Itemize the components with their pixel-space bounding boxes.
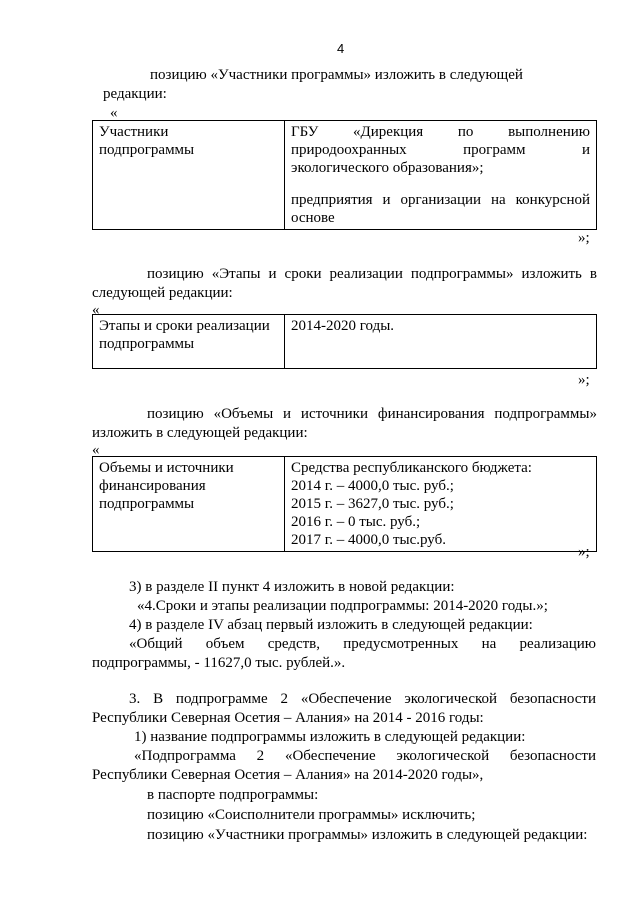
paragraph: позицию «Участники программы» изложить в следующей редакции:	[147, 827, 588, 843]
cell-line: 2017 г. – 4000,0 тыс.руб.	[291, 532, 446, 548]
paragraph: «4.Сроки и этапы реализации подпрограммы: 2014-2020 годы.»;	[137, 598, 548, 614]
participants-table	[92, 120, 597, 230]
cell-line: подпрограммы	[99, 142, 195, 158]
block1-open-quote: «	[110, 105, 118, 121]
cell-line: Участники	[99, 124, 169, 140]
block1-close-quote: »;	[578, 230, 590, 246]
paragraph: 4) в разделе IV абзац первый изложить в следующей редакции:	[129, 617, 533, 633]
paragraph: Республики Северная Осетия – Алания» на 2014-2020 годы»,	[92, 767, 484, 783]
block3-open-quote: «	[92, 442, 100, 458]
cell-line: подпрограммы	[99, 336, 195, 352]
block2-close-quote: »;	[578, 372, 590, 388]
paragraph: «Подпрограмма 2 «Обеспечение экологической безопасности	[134, 748, 596, 764]
stages-table	[92, 314, 597, 369]
block1-intro-line1: позицию «Участники программы» изложить в следующей	[150, 67, 523, 83]
cell-line: Средства республиканского бюджета:	[291, 460, 532, 476]
paragraph: подпрограммы, - 11627,0 тыс. рублей.».	[92, 655, 346, 671]
block3-intro-line1: позицию «Объемы и источники финансирования подпрограммы»	[147, 406, 597, 422]
cell-line: экологического образования»;	[291, 160, 484, 176]
block3-close-quote: »;	[578, 544, 590, 560]
block2-intro-line1: позицию «Этапы и сроки реализации подпрограммы» изложить в	[147, 266, 597, 282]
cell-line: финансирования	[99, 478, 206, 494]
block2-intro-line2: следующей редакции:	[92, 285, 233, 301]
cell-line: 2014 г. – 4000,0 тыс. руб.;	[291, 478, 454, 494]
cell-line: Объемы и источники	[99, 460, 234, 476]
stages-value-cell	[285, 315, 597, 369]
stages-label-cell	[93, 315, 285, 369]
paragraph: в паспорте подпрограммы:	[147, 787, 319, 803]
block3-intro-line2: изложить в следующей редакции:	[92, 425, 308, 441]
participants-value-cell	[285, 121, 597, 230]
cell-line: природоохранных программ и	[291, 142, 590, 158]
paragraph: 1) название подпрограммы изложить в следующей редакции:	[134, 729, 526, 745]
page-number: 4	[337, 41, 345, 56]
cell-line: основе	[291, 210, 335, 226]
paragraph: «Общий объем средств, предусмотренных на реализацию	[129, 636, 596, 652]
paragraph: 3) в разделе II пункт 4 изложить в новой редакции:	[129, 579, 455, 595]
paragraph: 3. В подпрограмме 2 «Обеспечение экологической безопасности	[129, 691, 596, 707]
funding-table	[92, 456, 597, 552]
cell-line: подпрограммы	[99, 496, 195, 512]
cell-line: Этапы и сроки реализации	[99, 318, 270, 334]
paragraph: позицию «Соисполнители программы» исключить;	[147, 807, 476, 823]
cell-line: ГБУ «Дирекция по выполнению	[291, 124, 590, 140]
cell-line: 2014-2020 годы.	[291, 318, 395, 334]
cell-line: 2016 г. – 0 тыс. руб.;	[291, 514, 421, 530]
paragraph: Республики Северная Осетия – Алания» на 2014 - 2016 годы:	[92, 710, 484, 726]
cell-line: предприятия и организации на конкурсной	[291, 192, 590, 208]
block2-open-quote: «	[92, 302, 100, 318]
funding-value-cell	[285, 457, 597, 552]
participants-label-cell	[93, 121, 285, 230]
block1-intro-line2: редакции:	[103, 86, 167, 102]
cell-line: 2015 г. – 3627,0 тыс. руб.;	[291, 496, 454, 512]
funding-label-cell	[93, 457, 285, 552]
